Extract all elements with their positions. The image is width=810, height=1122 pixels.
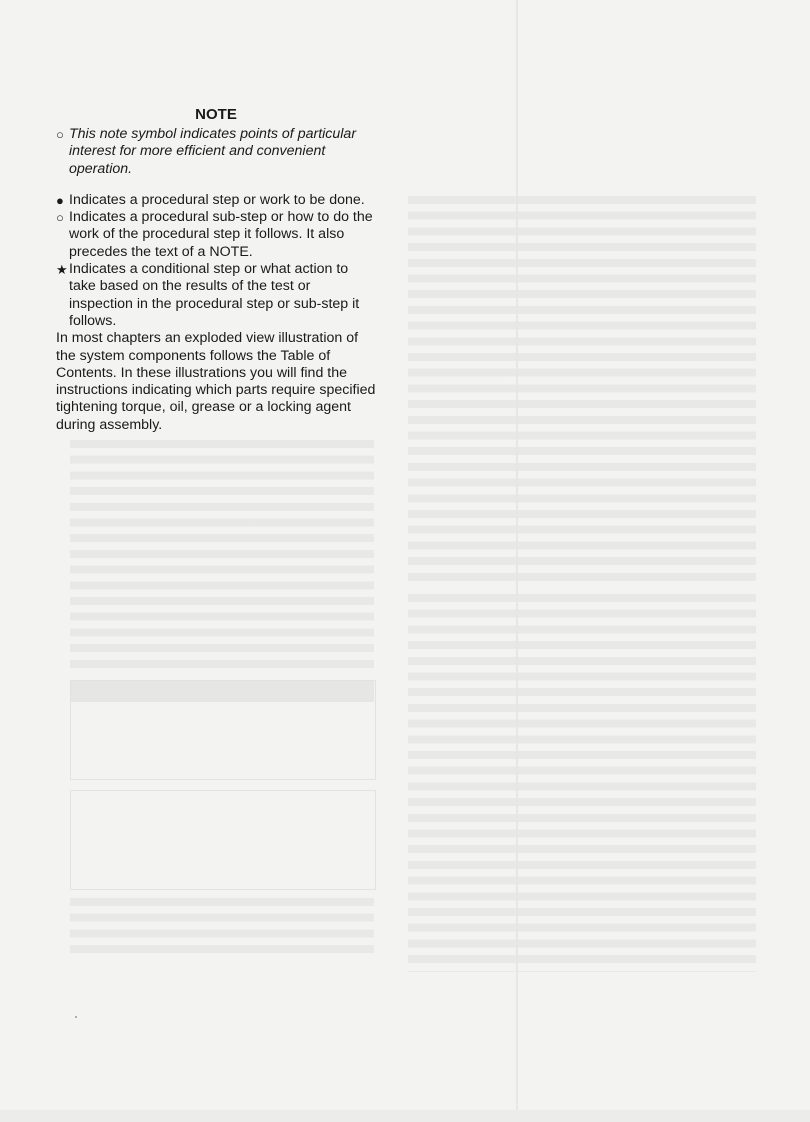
note-description: [56, 126, 376, 178]
hollow-circle-icon: ○: [56, 127, 64, 142]
list-item-procedural-step: [56, 192, 376, 209]
list-item-text: Indicates a conditional step or what action to take based on the results of the test or inspection in the procedural step or sub-step it follows.: [69, 261, 360, 329]
filled-circle-icon: ●: [56, 192, 64, 208]
bleed-through-right-column: [408, 196, 756, 584]
speck-mark: [75, 1016, 77, 1018]
list-item-procedural-sub-step: [56, 209, 376, 261]
bleed-through-left-column: [70, 440, 374, 668]
bleed-through-left-column-bottom: [70, 898, 374, 954]
list-item-text: Indicates a procedural sub-step or how to do the work of the procedural step it follows. It also precedes the text of a NOTE.: [69, 209, 373, 260]
note-text: This note symbol indicates points of particular interest for more efficient and convenient operation.: [69, 126, 357, 177]
list-item-conditional-step: [56, 261, 376, 330]
list-item-text: Indicates a procedural step or work to be done.: [69, 191, 365, 208]
exploded-view-paragraph: In most chapters an exploded view illustration of the system components follows the Table of Contents. In these illustrations you will find the instructions indicating which parts require specified tightening torque, oil, grease or a locking agent during assembly.: [56, 330, 376, 433]
bleed-through-right-column-lower: [408, 594, 756, 972]
note-heading: NOTE: [195, 106, 237, 123]
hollow-circle-icon: ○: [56, 210, 64, 226]
page-content: [56, 106, 376, 434]
page-bottom-edge: [0, 1110, 810, 1122]
star-icon: ★: [56, 262, 68, 278]
bleed-through-caution-box: [70, 790, 376, 890]
bleed-through-warning-box: [70, 680, 376, 780]
